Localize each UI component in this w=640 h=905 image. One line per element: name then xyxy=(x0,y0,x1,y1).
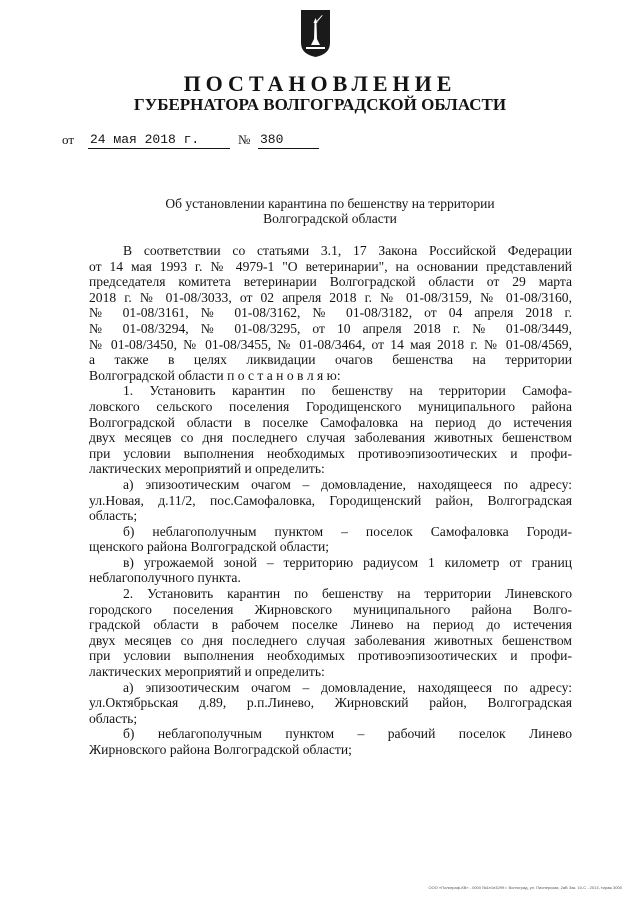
heading-line: Волгоградской области xyxy=(263,211,397,226)
body-line: в) угрожаемой зоной – территорию радиусом 1 километр от границ xyxy=(123,554,572,570)
body-line: ловского сельского поселения Городищенского муниципального района xyxy=(89,398,572,414)
body-line: двух месяцев со дня последнего случая заболевания животных бешенством xyxy=(89,430,572,446)
printer-imprint: ООО «Полиграф-КВ» - 0000 №1е1е3299 г. Волгоград, ул. Пионерская, 2аВ Зак. 10-С - 2013, тираж 3000 xyxy=(428,885,622,890)
number-field xyxy=(258,132,319,149)
body-line: б) неблагополучным пунктом – поселок Самофаловка Городи- xyxy=(123,523,572,539)
body-line: двух месяцев со дня последнего случая заболевания животных бешенством xyxy=(89,632,572,648)
document-date: 24 мая 2018 г. xyxy=(88,132,230,149)
body-line: председателя комитета ветеринарии Волгоградской области от 29 марта xyxy=(89,274,572,290)
body-line: от 14 мая 1993 г. № 4979-1 "О ветеринарии", на основании представлений xyxy=(89,258,572,274)
body-line: ул.Новая, д.11/2, пос.Самофаловка, Городищенский район, Волгоградская xyxy=(89,492,572,508)
body-line: а) эпизоотическим очагом – домовладение, находящееся по адресу: xyxy=(123,679,572,695)
body-line: лактических мероприятий и определить: xyxy=(89,664,325,680)
body-line: градской области в рабочем поселке Линево на период до истечения xyxy=(89,617,572,633)
body-line: ул.Октябрьская д.89, р.п.Линево, Жирновский район, Волгоградская xyxy=(89,695,572,711)
body-line: неблагополучного пункта. xyxy=(89,570,241,586)
body-line: городского поселения Жирновского муниципального района Волго- xyxy=(89,601,572,617)
body-line: 1. Установить карантин по бешенству на территории Самофа- xyxy=(123,383,572,399)
heading-line: Об установлении карантина по бешенству на территории xyxy=(165,196,495,211)
body-line: при условии выполнения необходимых противоэпизоотических и профи- xyxy=(89,648,572,664)
body-line: область; xyxy=(89,710,138,726)
document-body xyxy=(89,243,572,758)
date-prefix: от xyxy=(62,132,75,147)
body-line: В соответствии со статьями 3.1, 17 Закона Российской Федерации xyxy=(123,243,572,258)
body-line: 2018 г. № 01-08/3033, от 02 апреля 2018 г. № 01-08/3159, № 01-08/3160, xyxy=(89,289,572,305)
body-line: Волгоградской области п о с т а н о в л я ю: xyxy=(89,367,341,383)
date-field xyxy=(88,132,230,149)
document-subtitle: ГУБЕРНАТОРА ВОЛГОГРАДСКОЙ ОБЛАСТИ xyxy=(133,95,507,114)
document-title: ПОСТАНОВЛЕНИЕ xyxy=(183,71,457,96)
body-line: Волгоградской области в поселке Самофаловка на период до истечения xyxy=(89,414,572,430)
body-line: № 01-08/3294, № 01-08/3295, от 10 апреля 2018 г. № 01-08/3449, xyxy=(89,320,572,336)
body-line: при условии выполнения необходимых противоэпизоотических и профи- xyxy=(89,445,572,461)
body-line: а) эпизоотическим очагом – домовладение, находящееся по адресу: xyxy=(123,476,572,492)
body-line: лактических мероприятий и определить: xyxy=(89,461,325,477)
body-line: щенского района Волгоградской области; xyxy=(89,539,330,555)
document-heading xyxy=(140,196,520,226)
body-line: а также в целях ликвидации очагов бешенства на территории xyxy=(89,352,572,368)
body-line: Жирновского района Волгоградской области; xyxy=(89,742,352,757)
volgograd-coat-of-arms-icon xyxy=(300,9,331,58)
body-line: № 01-08/3161, № 01-08/3162, № 01-08/3182, от 04 апреля 2018 г. xyxy=(89,305,572,321)
body-line: 2. Установить карантин по бешенству на территории Линевского xyxy=(123,586,572,602)
document-number: 380 xyxy=(258,132,319,149)
body-line: область; xyxy=(89,508,138,524)
body-line: № 01-08/3450, № 01-08/3455, № 01-08/3464, от 14 мая 2018 г. № 01-08/4569, xyxy=(89,336,572,352)
number-prefix: № xyxy=(238,132,251,147)
body-line: б) неблагополучным пунктом – рабочий поселок Линево xyxy=(123,726,572,742)
